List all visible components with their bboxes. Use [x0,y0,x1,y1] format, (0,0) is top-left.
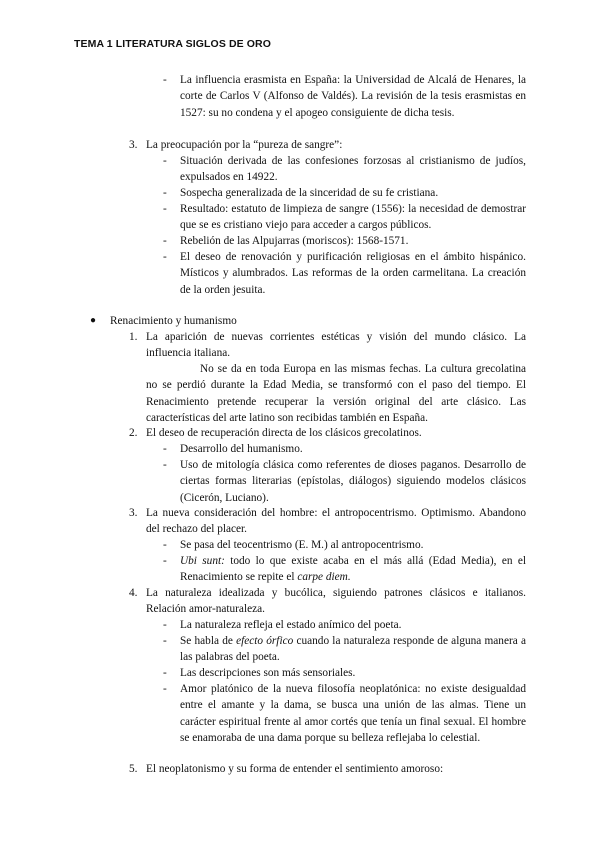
list-item [180,553,526,586]
list-item: Situación derivada de las confesiones forzosas al cristianismo de judíos, expulsados en 14922. [180,155,526,184]
list-item-text: todo lo que existe acaba en el más allá (Edad Media), en el Renacimiento se repite el [180,555,526,584]
list-item: La influencia erasmista en España: la Universidad de Alcalá de Henares, la corte de Carlos V (Alfonso de Valdés). La revisión de la tesis erasmistas en 1527: su no condena y el apogeo consiguiente de dicha tesis. [180,74,526,119]
list-number: 2. [129,427,138,439]
list-dash: - [163,459,167,471]
list-item: Se pasa del teocentrismo (E. M.) al antropocentrismo. [180,539,424,551]
list-dash: - [163,187,167,199]
list-number: 4. [129,587,138,599]
list-item-text: Se habla de [180,635,237,647]
list-dash: - [163,251,167,263]
list-item: Resultado: estatuto de limpieza de sangre (1556): la necesidad de demostrar que se es cristiano viejo para acceder a cargos públicos. [180,203,526,232]
list-dash: - [163,74,167,86]
document-header: TEMA 1 LITERATURA SIGLOS DE ORO [74,38,271,50]
list-item-text: cuando la naturaleza responde de alguna manera a las palabras del poeta. [180,635,526,664]
list-dash: - [163,155,167,167]
latin-phrase: carpe diem. [297,571,351,584]
section-title: Renacimiento y humanismo [110,315,237,327]
latin-phrase: Ubi sunt: [180,555,225,567]
term: efecto órfico [236,635,294,647]
list-number: 3. [129,139,138,151]
list-dash: - [163,667,167,679]
list-dash: - [163,235,167,247]
list-item: La nueva consideración del hombre: el antropocentrismo. Optimismo. Abandono del rechazo del placer. [146,507,526,536]
list-dash: - [163,203,167,215]
list-dash: - [163,683,167,695]
list-dash: - [163,443,167,455]
list-item: Amor platónico de la nueva filosofía neoplatónica: no existe desigualdad entre el amante y la dama, se busca una unión de las almas. Tiene un carácter espiritual frente al amor cortés que tenía un final sexual. El hombre se enamoraba de una dama porque su belleza reflejaba lo celestial. [180,683,526,744]
list-number: 1. [129,331,138,343]
list-item: El neoplatonismo y su forma de entender el sentimiento amoroso: [146,763,444,775]
bullet-icon: ● [90,315,97,326]
list-item: La naturaleza refleja el estado anímico del poeta. [180,619,402,631]
paragraph: No se da en toda Europa en las mismas fechas. La cultura grecolatina no se perdió durante la Edad Media, se transformó con el paso del tiempo. El Renacimiento pretende recuperar la versión original del arte clásico. Las características del arte latino son recibidas también en España. [146,363,526,424]
section-title: La preocupación por la “pureza de sangre”: [146,139,343,151]
list-item: El deseo de recuperación directa de los clásicos grecolatinos. [146,427,422,439]
list-item: Desarrollo del humanismo. [180,443,303,455]
list-dash: - [163,635,167,647]
list-item: Las descripciones son más sensoriales. [180,667,356,679]
list-dash: - [163,539,167,551]
list-number: 5. [129,763,138,775]
list-number: 3. [129,507,138,519]
list-item [180,633,526,666]
list-item: Rebelión de las Alpujarras (moriscos): 1568-1571. [180,235,409,247]
list-dash: - [163,619,167,631]
list-item: El deseo de renovación y purificación religiosas en el ámbito hispánico. Místicos y alumbrados. Las reformas de la orden carmelitana. La creación de la orden jesuita. [180,251,526,296]
list-item: La naturaleza idealizada y bucólica, siguiendo patrones clásicos e italianos. Relación amor-naturaleza. [146,587,526,616]
list-item: Uso de mitología clásica como referentes de dioses paganos. Desarrollo de ciertas formas literarias (epístolas, diálogos) siguiendo modelos clásicos (Cicerón, Luciano). [180,459,526,504]
list-item: Sospecha generalizada de la sinceridad de su fe cristiana. [180,187,439,199]
list-item: La aparición de nuevas corrientes estéticas y visión del mundo clásico. La influencia italiana. [146,331,526,360]
list-dash: - [163,555,167,567]
